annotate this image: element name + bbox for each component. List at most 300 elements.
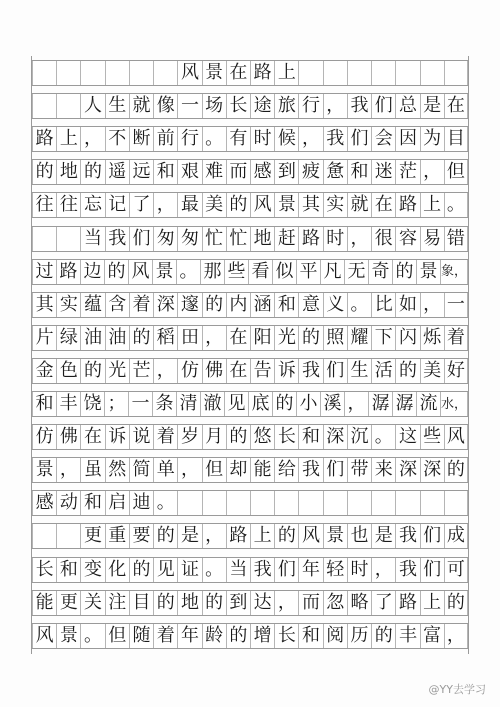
char-cell: 那	[200, 260, 224, 284]
char-cell: 的	[80, 160, 104, 184]
char-cell: 但	[202, 458, 226, 482]
char-cell: 水，	[440, 392, 468, 416]
char-cell: 说	[129, 425, 153, 449]
char-cell: 单	[153, 458, 177, 482]
char-cell: 关	[80, 591, 104, 615]
char-cell: 要	[129, 524, 153, 548]
char-cell: 地	[177, 591, 201, 615]
char-cell: 着	[153, 624, 177, 648]
char-cell: 候	[274, 127, 298, 151]
char-cell: 阅	[323, 624, 347, 648]
char-cell: 赶	[274, 227, 298, 251]
char-cell	[371, 491, 395, 515]
char-cell: 看	[248, 260, 272, 284]
char-cell: 见	[153, 558, 177, 582]
char-cell: ，	[444, 624, 468, 648]
char-cell: 条	[152, 392, 176, 416]
char-cell: 绿	[56, 326, 80, 350]
char-cell: 们	[420, 524, 444, 548]
char-cell: 路	[226, 524, 250, 548]
char-cell: 和	[298, 425, 322, 449]
char-cell: 阳	[250, 326, 274, 350]
char-cell: 含	[105, 293, 129, 317]
char-cell: 过	[32, 260, 56, 284]
char-cell: 旅	[274, 94, 298, 118]
char-cell: 年	[298, 558, 322, 582]
char-cell: 然	[105, 458, 129, 482]
char-cell: 当	[226, 558, 250, 582]
char-cell: 也	[347, 524, 371, 548]
char-cell: 意	[298, 293, 322, 317]
char-cell: ，	[344, 392, 368, 416]
title-char-cell	[129, 61, 153, 85]
char-cell: 我	[323, 127, 347, 151]
grid-row	[32, 590, 468, 616]
char-cell: 们	[323, 458, 347, 482]
char-cell	[250, 491, 274, 515]
char-cell: 们	[274, 558, 298, 582]
char-cell: 简	[129, 458, 153, 482]
char-cell: 的	[153, 524, 177, 548]
char-cell: 到	[226, 591, 250, 615]
char-cell: 涵	[250, 293, 274, 317]
grid-row	[32, 259, 468, 285]
char-cell: 最	[177, 193, 201, 217]
char-cell: 深	[420, 458, 444, 482]
char-cell: 生	[347, 359, 371, 383]
grid-row	[32, 226, 468, 252]
char-cell: 。	[202, 127, 226, 151]
char-cell	[32, 524, 56, 548]
char-cell: 到	[274, 160, 298, 184]
char-cell: 的	[226, 624, 250, 648]
char-cell: 风	[250, 193, 274, 217]
char-cell: 而	[226, 160, 250, 184]
char-cell: 时	[347, 558, 371, 582]
char-cell: 和	[347, 160, 371, 184]
char-cell: ，	[202, 326, 226, 350]
char-cell	[323, 491, 347, 515]
char-cell: 茫	[395, 160, 419, 184]
char-cell: ，	[420, 293, 444, 317]
char-cell: 诉	[105, 425, 129, 449]
char-cell: 似	[272, 260, 296, 284]
char-cell: 途	[250, 94, 274, 118]
char-cell: 其	[32, 293, 56, 317]
char-cell: 却	[226, 458, 250, 482]
char-cell: 忙	[226, 227, 250, 251]
grid-row	[32, 557, 468, 583]
char-cell: 很	[371, 227, 395, 251]
char-cell: 油	[80, 326, 104, 350]
char-cell: 的	[153, 591, 177, 615]
char-cell: 轻	[323, 558, 347, 582]
title-char-cell	[371, 61, 395, 85]
char-cell: 忽	[323, 591, 347, 615]
char-cell: 景	[32, 458, 56, 482]
char-cell: 景	[274, 193, 298, 217]
char-cell: 风	[32, 624, 56, 648]
char-cell: 潺	[392, 392, 416, 416]
char-cell: 无	[344, 260, 368, 284]
char-cell: 容	[395, 227, 419, 251]
grid-row	[32, 457, 468, 483]
char-cell: 迷	[371, 160, 395, 184]
char-cell: 们	[420, 558, 444, 582]
char-cell: 会	[371, 127, 395, 151]
char-cell: 达	[250, 591, 274, 615]
char-cell: 些	[420, 425, 444, 449]
char-cell: 不	[105, 127, 129, 151]
char-cell: 的	[272, 392, 296, 416]
title-char-cell	[444, 61, 468, 85]
grid-row	[32, 292, 468, 318]
char-cell: 在	[226, 359, 250, 383]
char-cell: 忘	[80, 193, 104, 217]
char-cell: 佛	[202, 359, 226, 383]
grid-row	[32, 490, 468, 516]
char-cell: ，	[153, 193, 177, 217]
char-cell: 富	[420, 624, 444, 648]
char-cell: 往	[32, 193, 56, 217]
char-cell: 断	[129, 127, 153, 151]
char-cell: ，	[420, 160, 444, 184]
title-char-cell	[420, 61, 444, 85]
char-cell: 遥	[105, 160, 129, 184]
char-cell: 溪	[320, 392, 344, 416]
char-cell: 成	[444, 524, 468, 548]
char-cell: 风	[128, 260, 152, 284]
char-cell: 的	[298, 326, 322, 350]
char-cell: 和	[80, 491, 104, 515]
char-cell: ，	[347, 227, 371, 251]
char-cell	[56, 524, 80, 548]
char-cell: 增	[250, 624, 274, 648]
title-char-cell	[323, 61, 347, 85]
char-cell: 金	[32, 359, 56, 383]
char-cell: 美	[420, 359, 444, 383]
char-cell: 更	[80, 524, 104, 548]
char-cell: 诉	[274, 359, 298, 383]
char-cell: 小	[296, 392, 320, 416]
char-cell: 能	[32, 591, 56, 615]
char-cell: 上	[420, 193, 444, 217]
char-cell: 田	[177, 326, 201, 350]
char-cell: 们	[323, 359, 347, 383]
char-cell: 易	[420, 227, 444, 251]
char-cell: 烁	[420, 326, 444, 350]
char-cell: 总	[395, 94, 419, 118]
char-cell: 的	[32, 160, 56, 184]
char-cell: 艰	[177, 160, 201, 184]
char-cell: 忙	[202, 227, 226, 251]
char-cell	[420, 491, 444, 515]
char-cell: 目	[129, 591, 153, 615]
char-cell: 是	[177, 524, 201, 548]
char-cell: 深	[395, 458, 419, 482]
char-cell: 邃	[177, 293, 201, 317]
char-cell: 奇	[368, 260, 392, 284]
grid-row	[32, 523, 468, 549]
grid-row	[32, 126, 468, 152]
grid-row	[32, 325, 468, 351]
char-cell: 风	[298, 524, 322, 548]
char-cell: 风	[444, 425, 468, 449]
char-cell: 前	[153, 127, 177, 151]
char-cell: 虽	[80, 458, 104, 482]
title-char-cell: 上	[274, 61, 298, 85]
char-cell: 路	[32, 127, 56, 151]
char-cell: 佛	[56, 425, 80, 449]
char-cell: 路	[298, 227, 322, 251]
char-cell: 变	[80, 558, 104, 582]
char-cell: 行	[177, 127, 201, 151]
char-cell: 。	[176, 260, 200, 284]
char-cell: 深	[323, 425, 347, 449]
char-cell: 上	[250, 524, 274, 548]
char-cell: 和	[32, 392, 56, 416]
char-cell: 的	[202, 293, 226, 317]
char-cell: 凡	[320, 260, 344, 284]
char-cell: 目	[444, 127, 468, 151]
char-cell: 像	[153, 94, 177, 118]
char-cell: 的	[129, 558, 153, 582]
sheet-right-border	[468, 56, 469, 654]
char-cell: 上	[420, 591, 444, 615]
char-cell: 的	[104, 260, 128, 284]
char-cell: 芒	[129, 359, 153, 383]
char-cell: 龄	[202, 624, 226, 648]
char-cell: 往	[56, 193, 80, 217]
char-cell: 注	[105, 591, 129, 615]
char-cell: 路	[56, 260, 80, 284]
title-char-cell	[347, 61, 371, 85]
char-cell: 稻	[153, 326, 177, 350]
char-cell: 给	[274, 458, 298, 482]
char-cell: 匆	[177, 227, 201, 251]
char-cell: 。	[347, 293, 371, 317]
char-cell: 有	[226, 127, 250, 151]
char-cell: 惫	[323, 160, 347, 184]
char-cell: 我	[395, 558, 419, 582]
char-cell: 们	[129, 227, 153, 251]
char-cell: 路	[395, 193, 419, 217]
char-cell: ，	[323, 94, 347, 118]
char-cell: 。	[371, 425, 395, 449]
char-cell	[32, 94, 56, 118]
char-cell: 片	[32, 326, 56, 350]
char-cell: 略	[347, 591, 371, 615]
char-cell: 我	[298, 359, 322, 383]
char-cell: 景	[323, 524, 347, 548]
char-cell: 的	[80, 359, 104, 383]
char-cell: 底	[248, 392, 272, 416]
char-cell: ，	[298, 127, 322, 151]
char-cell: 流	[416, 392, 440, 416]
char-cell: 。	[80, 624, 104, 648]
char-cell: 疲	[298, 160, 322, 184]
char-cell: 着	[129, 293, 153, 317]
char-cell: 证	[177, 558, 201, 582]
char-cell: 景	[56, 624, 80, 648]
char-cell: 化	[105, 558, 129, 582]
char-cell: 长	[274, 624, 298, 648]
char-cell: 内	[226, 293, 250, 317]
char-cell: 的	[444, 591, 468, 615]
char-cell: 蕴	[80, 293, 104, 317]
char-cell: 比	[371, 293, 395, 317]
char-cell: 当	[80, 227, 104, 251]
title-char-cell	[105, 61, 129, 85]
char-cell: 生	[105, 94, 129, 118]
char-cell: 我	[395, 524, 419, 548]
char-cell: 就	[347, 193, 371, 217]
char-cell: 我	[298, 458, 322, 482]
char-cell: 见	[224, 392, 248, 416]
char-cell: 但	[444, 160, 468, 184]
char-cell	[202, 491, 226, 515]
char-cell	[226, 491, 250, 515]
grid-row	[32, 192, 468, 218]
char-cell: 的	[129, 326, 153, 350]
title-char-cell	[298, 61, 322, 85]
char-cell: 着	[444, 326, 468, 350]
char-cell: 下	[371, 326, 395, 350]
char-cell: 清	[176, 392, 200, 416]
char-cell: 和	[274, 293, 298, 317]
char-cell: ；	[104, 392, 128, 416]
char-cell: 边	[80, 260, 104, 284]
char-cell: ，	[153, 359, 177, 383]
char-cell: 错	[444, 227, 468, 251]
char-cell: 了	[129, 193, 153, 217]
char-cell: 长	[226, 94, 250, 118]
char-cell: 美	[202, 193, 226, 217]
char-cell: 了	[371, 591, 395, 615]
char-cell: 月	[202, 425, 226, 449]
char-cell: ，	[371, 558, 395, 582]
char-cell: 感	[250, 160, 274, 184]
title-row	[32, 60, 468, 86]
char-cell: 随	[129, 624, 153, 648]
char-cell: 丰	[395, 624, 419, 648]
char-cell: ，	[202, 524, 226, 548]
char-cell: 行	[298, 94, 322, 118]
char-cell: 岁	[177, 425, 201, 449]
grid-row	[32, 424, 468, 450]
char-cell: 感	[32, 491, 56, 515]
title-char-cell: 路	[250, 61, 274, 85]
char-cell	[298, 491, 322, 515]
char-cell: 们	[347, 127, 371, 151]
char-cell: 们	[371, 94, 395, 118]
char-cell: 的	[274, 524, 298, 548]
char-cell: 场	[202, 94, 226, 118]
char-cell: 着	[153, 425, 177, 449]
char-cell: 年	[177, 624, 201, 648]
title-char-cell: 风	[177, 61, 201, 85]
char-cell: 活	[371, 359, 395, 383]
char-cell: 匆	[153, 227, 177, 251]
char-cell: 和	[298, 624, 322, 648]
char-cell: 平	[296, 260, 320, 284]
char-cell: 悠	[250, 425, 274, 449]
char-cell	[56, 94, 80, 118]
char-cell: 迪	[129, 491, 153, 515]
char-cell: ，	[80, 127, 104, 151]
char-cell: 象，	[440, 260, 468, 284]
char-cell: 的	[392, 260, 416, 284]
char-cell: 耀	[347, 326, 371, 350]
char-cell: 为	[420, 127, 444, 151]
char-cell: 和	[56, 558, 80, 582]
char-cell: 这	[395, 425, 419, 449]
char-cell	[444, 491, 468, 515]
char-cell: 丰	[56, 392, 80, 416]
char-cell: 而	[298, 591, 322, 615]
title-char-cell	[32, 61, 56, 85]
char-cell	[395, 491, 419, 515]
title-char-cell: 景	[202, 61, 226, 85]
char-cell	[274, 491, 298, 515]
char-cell: 仿	[32, 425, 56, 449]
grid-row	[32, 623, 468, 649]
char-cell: 光	[274, 326, 298, 350]
char-cell: 景	[152, 260, 176, 284]
char-cell: ，	[56, 458, 80, 482]
char-cell: 澈	[200, 392, 224, 416]
char-cell: 的	[395, 359, 419, 383]
char-cell: 在	[226, 326, 250, 350]
char-cell: 远	[129, 160, 153, 184]
char-cell: 记	[105, 193, 129, 217]
char-cell: 的	[226, 193, 250, 217]
grid-row	[32, 391, 468, 417]
char-cell: 潺	[368, 392, 392, 416]
char-cell: 长	[32, 558, 56, 582]
char-cell: 长	[274, 425, 298, 449]
char-cell: 实	[323, 193, 347, 217]
watermark: @YY去学习	[428, 683, 486, 696]
char-cell: 我	[105, 227, 129, 251]
title-char-cell	[153, 61, 177, 85]
char-cell: 地	[56, 160, 80, 184]
char-cell: ，	[177, 458, 201, 482]
char-cell: 和	[153, 160, 177, 184]
char-cell: 地	[250, 227, 274, 251]
char-cell: 仿	[177, 359, 201, 383]
sheet-left-border	[31, 56, 32, 654]
char-cell: 如	[395, 293, 419, 317]
char-cell: 带	[347, 458, 371, 482]
char-cell: 重	[105, 524, 129, 548]
char-cell: 一	[444, 293, 468, 317]
char-cell: 历	[347, 624, 371, 648]
title-char-cell	[80, 61, 104, 85]
grid-row	[32, 93, 468, 119]
char-cell: 但	[105, 624, 129, 648]
char-cell: 的	[444, 458, 468, 482]
title-char-cell	[56, 61, 80, 85]
char-cell: 我	[347, 94, 371, 118]
char-cell: 上	[56, 127, 80, 151]
char-cell: 来	[371, 458, 395, 482]
char-cell: 。	[444, 193, 468, 217]
char-cell: 义	[323, 293, 347, 317]
char-cell: 启	[105, 491, 129, 515]
char-cell: 在	[444, 94, 468, 118]
char-cell: 沉	[347, 425, 371, 449]
